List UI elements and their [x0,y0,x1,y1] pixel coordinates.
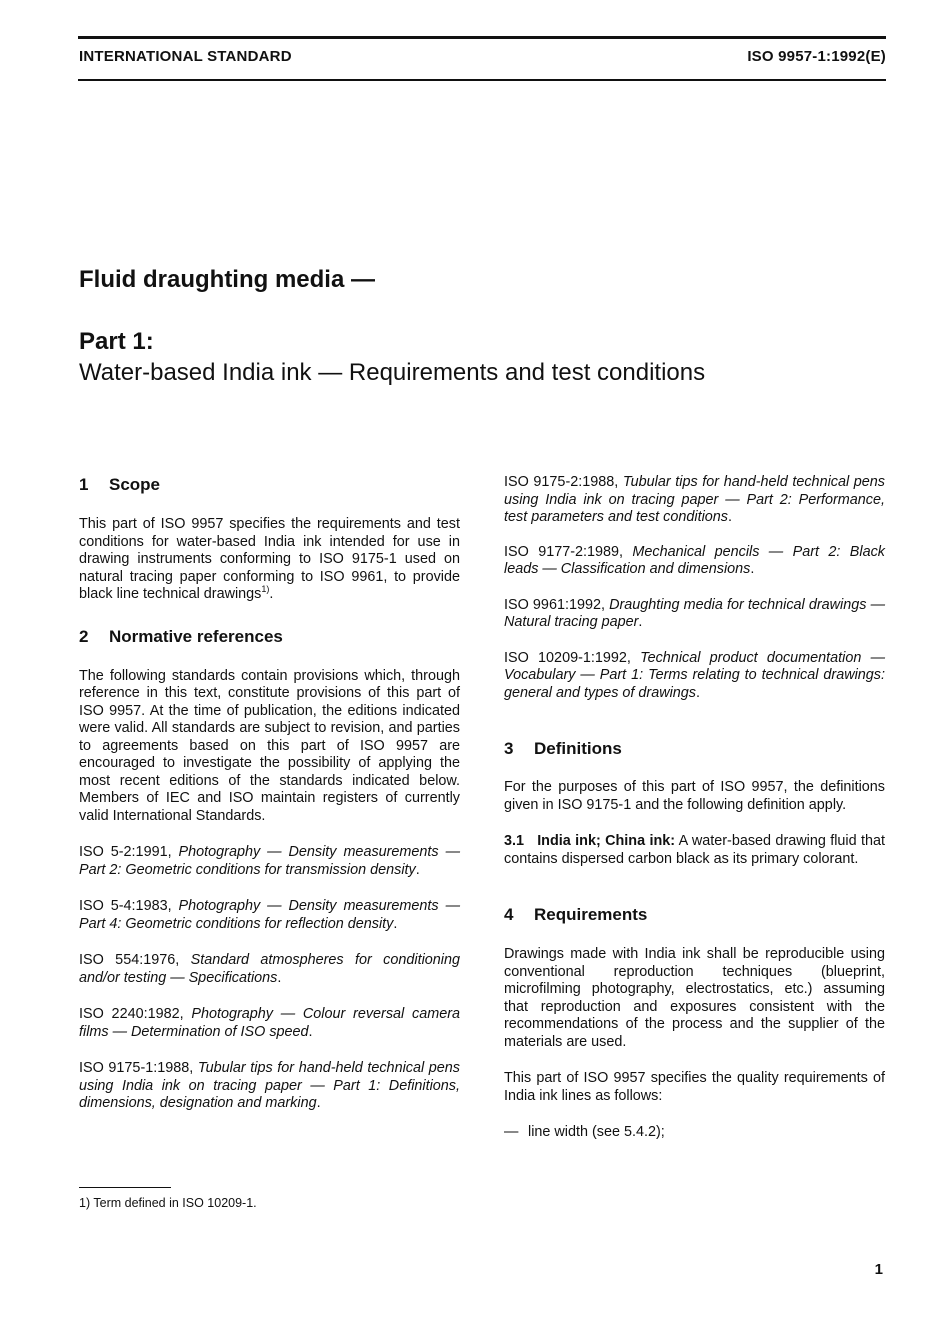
right-column [504,474,885,1142]
reference-end: . [415,861,420,878]
document-part: Part 1: [79,328,154,355]
section-number: 1 [79,475,89,494]
definition-text: A water-based drawing fluid that contains dispersed carbon black as its primary colorant. [504,833,886,867]
reference-code: ISO 9961:1992, [504,596,610,613]
section-number: 2 [79,626,89,646]
reference-item [79,844,460,879]
requirements-paragraph: This part of ISO 9957 specifies the quality requirements of India ink lines as follows: [504,1070,885,1104]
reference-end: . [277,969,282,986]
list-item [504,1124,885,1142]
reference-code: ISO 5-4:1983, [79,898,179,914]
reference-item [79,1006,460,1041]
section-title: Requirements [534,905,648,924]
scope-paragraph [79,516,460,604]
reference-end: . [308,1023,313,1040]
reference-code: ISO 554:1976, [79,952,191,968]
reference-title: Standard atmospheres for conditioning and/or testing — Specifications [79,952,460,986]
reference-item [79,1060,460,1113]
list-dash: — [504,1124,519,1140]
reference-code: ISO 9175-1:1988, [79,1060,198,1076]
reference-title: Photography — Density measurements — Part 4: Geometric conditions for reflection density [79,898,460,932]
reference-title: Draughting media for technical drawings — Natural tracing paper [504,596,885,630]
definition-number: 3.1 [504,833,525,849]
reference-code: ISO 9177-2:1989, [504,543,633,560]
section-normative-heading [79,626,460,648]
reference-end: . [696,684,700,701]
definition-term: India ink; China ink: [537,833,676,849]
reference-end: . [638,614,643,630]
reference-item [79,952,460,987]
reference-item [79,898,460,933]
reference-end: . [393,915,398,932]
reference-code: ISO 5-2:1991, [79,844,179,860]
normative-intro: The following standards contain provisions which, through reference in this text, constitute provisions of this part of ISO 9957. At the time of publication, the editions indicated were valid. All standards are subject to revision, and parties to agreements based on this part of ISO 9957 are encouraged to investigate the possibility of applying the most recent editions of the standards indicated below. Members of IEC and ISO maintain registers of currently valid International Standards. [79,667,460,824]
section-title: Normative references [109,626,283,646]
reference-title: Tubular tips for hand-held technical pens using India ink on tracing paper — Part 1: Definitions, dimensions, designation and marking [79,1060,461,1111]
reference-end: . [316,1095,321,1111]
footnote: 1) Term defined in ISO 10209-1. [79,1196,257,1210]
header-document-number: ISO 9957-1:1992(E) [747,48,886,65]
scope-text: This part of ISO 9957 specifies the requirements and test conditions for water-based India ink intended for use in drawing instruments conforming to ISO 9175-1 used on natural tracing paper conforming to ISO 9961, to provide black line technical drawings [79,516,460,602]
section-number: 3 [504,739,514,758]
scope-end: . [269,586,274,602]
reference-item [504,474,885,527]
header-bottom-rule [78,79,886,81]
reference-end: . [727,509,732,525]
section-definitions-heading [504,738,885,760]
reference-code: ISO 9175-2:1988, [504,474,623,490]
header-document-type: INTERNATIONAL STANDARD [79,48,292,65]
page-number: 1 [874,1261,883,1278]
header-top-rule [78,36,886,39]
section-scope-heading [79,474,460,496]
reference-end: . [750,561,755,577]
reference-title: Tubular tips for hand-held technical pens using India ink on tracing paper — Part 2: Performance, test parameters and test conditions [504,474,886,525]
footnote-marker[interactable]: 1) [261,584,270,595]
reference-title: Photography — Colour reversal camera films — Determination of ISO speed [79,1006,460,1040]
footnote-rule [79,1187,171,1188]
document-title: Fluid draughting media — [79,266,375,293]
definitions-intro: For the purposes of this part of ISO 9957, the definitions given in ISO 9175-1 and the following definition apply. [504,779,885,813]
reference-title: Photography — Density measurements — Part 2: Geometric conditions for transmission density [79,844,460,878]
reference-code: ISO 10209-1:1992, [504,649,641,666]
reference-title: Mechanical pencils — Part 2: Black leads — Classification and dimensions [504,543,885,577]
reference-title: Technical product documentation — Vocabulary — Part 1: Terms relating to technical drawings: general and types of drawings [504,649,885,701]
list-item-text: line width (see 5.4.2); [528,1124,665,1140]
requirements-paragraph: Drawings made with India ink shall be reproducible using conventional reproduction techniques (blueprint, microfilming photography, electrostatics, etc.) assuming that reproduction and exposures consistent with the recommendations of the process and the supplier of the materials are used. [504,946,885,1050]
document-subtitle: Water-based India ink — Requirements and test conditions [79,359,706,386]
reference-item [504,597,885,632]
section-title: Scope [109,475,161,494]
left-column [79,474,460,1113]
reference-code: ISO 2240:1982, [79,1006,192,1022]
section-title: Definitions [534,739,622,758]
section-requirements-heading [504,904,885,926]
definition-item [504,833,885,868]
section-number: 4 [504,905,514,924]
reference-item [504,650,885,703]
reference-item [504,544,885,579]
